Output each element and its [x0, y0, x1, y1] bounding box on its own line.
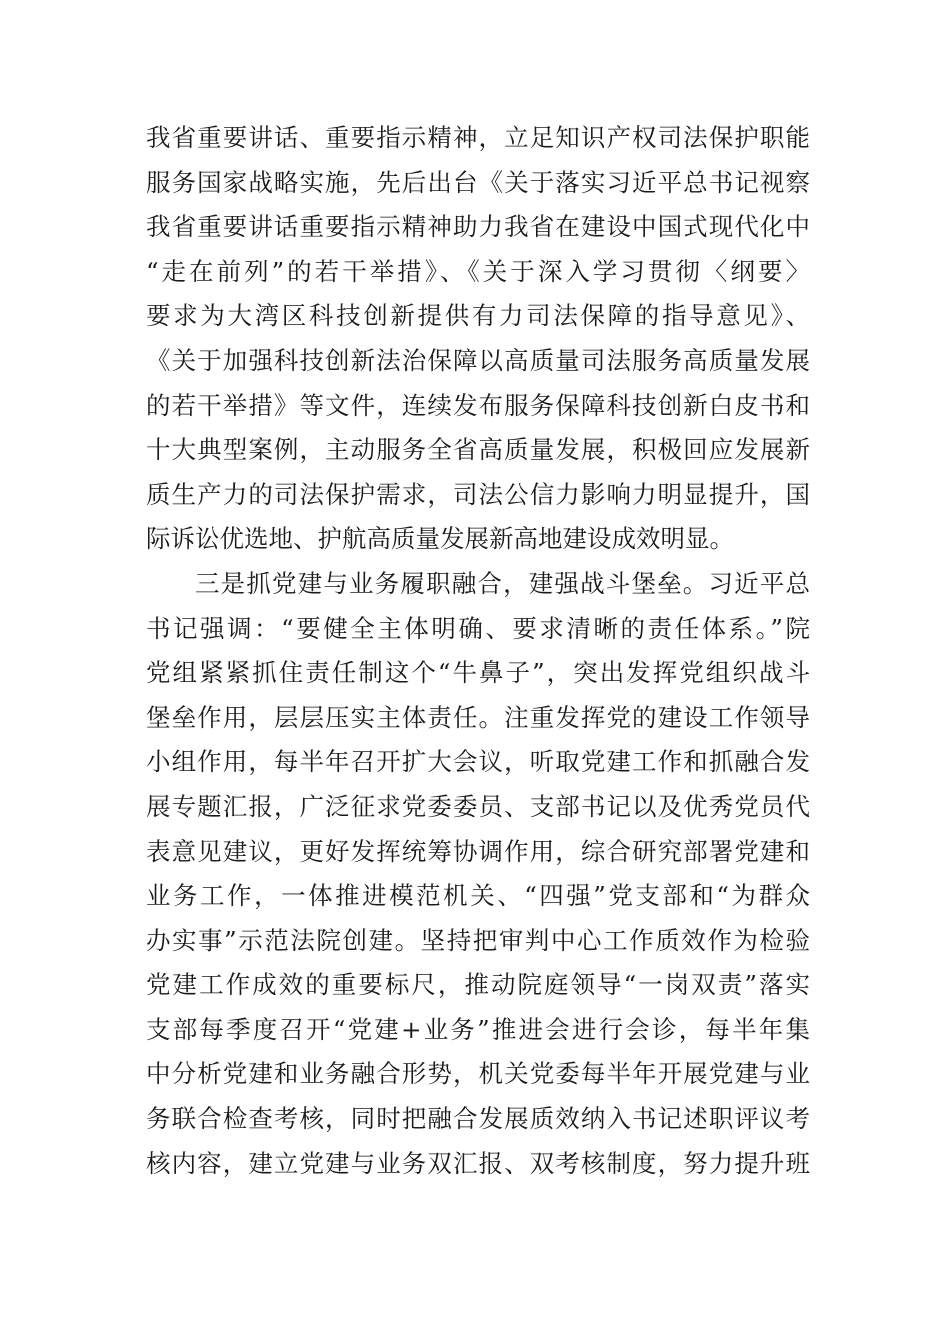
paragraph-line: “走在前列”的若干举措》、《关于深入学习贯彻〈纲要〉 [146, 256, 810, 286]
paragraph-line: 办实事”示范法院创建。坚持把审判中心工作质效作为检验 [146, 925, 810, 955]
paragraph-line: 展专题汇报，广泛征求党委委员、支部书记以及优秀党员代 [146, 791, 810, 821]
paragraph-line: 党组紧紧抓住责任制这个“牛鼻子”，突出发挥党组织战斗 [146, 658, 810, 688]
paragraph-line: 书记强调：“要健全主体明确、要求清晰的责任体系。”院 [146, 613, 810, 643]
paragraph-line: 核内容，建立党建与业务双汇报、双考核制度，努力提升班 [146, 1148, 810, 1178]
paragraph-line: 我省重要讲话、重要指示精神，立足知识产权司法保护职能 [146, 123, 810, 152]
paragraph-line: 的若干举措》等文件，连续发布服务保障科技创新白皮书和 [146, 390, 810, 420]
paragraph-line: 质生产力的司法保护需求，司法公信力影响力明显提升，国 [146, 479, 810, 509]
paragraph-1 [146, 116, 810, 562]
paragraph-line: 十大典型案例，主动服务全省高质量发展，积极回应发展新 [146, 435, 810, 465]
paragraph-line: 表意见建议，更好发挥统筹协调作用，综合研究部署党建和 [146, 836, 810, 866]
paragraph-line: 堡垒作用，层层压实主体责任。注重发挥党的建设工作领导 [146, 702, 810, 732]
paragraph-line: 支部每季度召开“党建+业务”推进会进行会诊，每半年集 [146, 1014, 810, 1044]
body-text [146, 116, 810, 1186]
paragraph-line: 业务工作，一体推进模范机关、“四强”党支部和“为群众 [146, 881, 810, 911]
paragraph-line: 党建工作成效的重要标尺，推动院庭领导“一岗双责”落实 [146, 970, 810, 1000]
paragraph-line: 《关于加强科技创新法治保障以高质量司法服务高质量发展 [146, 345, 810, 375]
paragraph-line: 我省重要讲话重要指示精神助力我省在建设中国式现代化中 [146, 212, 810, 242]
paragraph-line: 际诉讼优选地、护航高质量发展新高地建设成效明显。 [146, 524, 734, 554]
paragraph-line: 中分析党建和业务融合形势，机关党委每半年开展党建与业 [146, 1059, 810, 1089]
paragraph-2 [146, 562, 810, 1186]
paragraph-line: 服务国家战略实施，先后出台《关于落实习近平总书记视察 [146, 167, 810, 197]
paragraph-line: 三是抓党建与业务履职融合，建强战斗堡垒。习近平总 [195, 568, 810, 598]
paragraph-line: 要求为大湾区科技创新提供有力司法保障的指导意见》、 [146, 301, 810, 331]
paragraph-line: 小组作用，每半年召开扩大会议，听取党建工作和抓融合发 [146, 747, 810, 777]
paragraph-line: 务联合检查考核，同时把融合发展质效纳入书记述职评议考 [146, 1104, 810, 1134]
